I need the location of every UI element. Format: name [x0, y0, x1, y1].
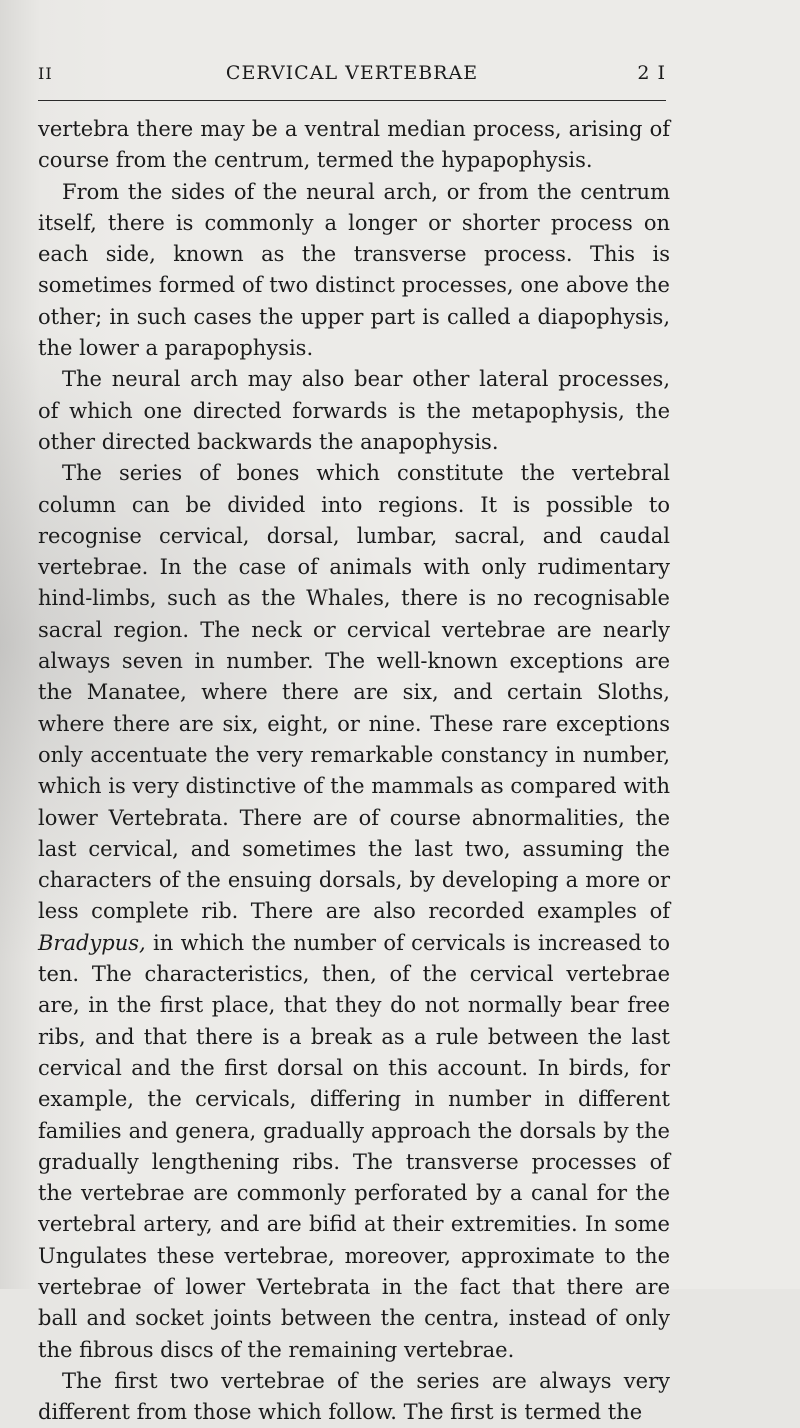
paragraph-text: The series of bones which constitute the vertebral column can be divided into regions. It is possible to recognise cervical, dorsal, lumbar, sacral, and caudal vertebrae. In the case of animals with only rudimentary hind-limbs, such as the Whales, there is no recognisable sacral region. The neck or cervical vertebrae are nearly always seven in number. The well-known exceptions are the Manatee, where there are six, and certain Sloths, where there are six, eight, or nine. These rare exceptions only accentuate the very remarkable constancy in number, which is very distinctive of the mammals as compared with lower Vertebrata. There are of course abnormalities, the last cervical, and sometimes the last two, assuming the characters of the ensuing dorsals, by developing a more or less complete rib. There are also recorded examples of: [38, 461, 670, 924]
body-text: [38, 114, 670, 1428]
running-title: CERVICAL VERTEBRAE: [225, 62, 479, 84]
page-number: 2 I: [637, 62, 666, 84]
paragraph-text: in which the number of cervicals is increased to ten. The characteristics, then, of the cervical vertebrae are, in the first place, that they do not normally bear free ribs, and that there is a break as a rule between the last cervical and the first dorsal on this account. In birds, for example, the cervicals, differing in number in different families and genera, gradually approach the dorsals by the gradually lengthening ribs. The transverse processes of the vertebrae are commonly perforated by a canal for the vertebral artery, and are bifid at their extremities. In some Ungulates these vertebrae, moreover, approximate to the vertebrae of lower Vertebrata in the fact that there are ball and socket joints between the centra, instead of only the fibrous discs of the remaining vertebrae.: [38, 930, 670, 1362]
paragraph: [38, 458, 670, 1366]
genus-name: Bradypus,: [38, 930, 146, 955]
paragraph: The neural arch may also bear other lateral processes, of which one directed forwards is the metapophysis, the other directed backwards the anapophysis.: [38, 367, 670, 454]
paragraph: vertebra there may be a ventral median process, arising of course from the centrum, termed the hypapophysis.: [38, 117, 670, 173]
paragraph: From the sides of the neural arch, or from the centrum itself, there is commonly a longer or shorter process on each side, known as the transverse process. This is sometimes formed of two distinct processes, one above the other; in such cases the upper part is called a diapophysis, the lower a parapophysis.: [38, 179, 670, 361]
running-header: [38, 62, 666, 86]
chapter-number: II: [38, 64, 53, 83]
header-rule: [38, 100, 666, 101]
paragraph: The first two vertebrae of the series are always very different from those which follow. The first is termed the: [38, 1368, 670, 1425]
